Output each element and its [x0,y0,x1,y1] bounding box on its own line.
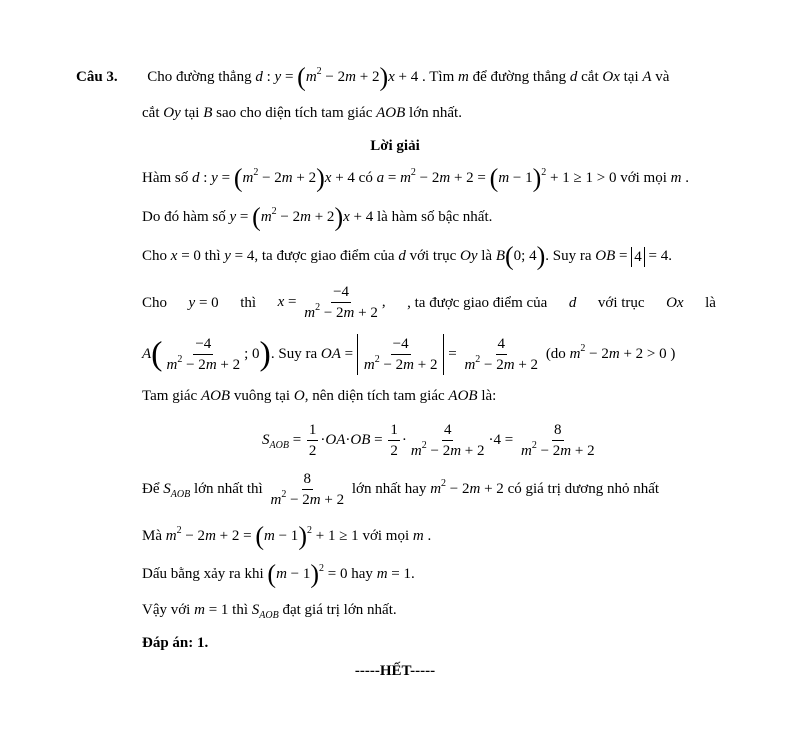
solution-text: với mọi [620,170,667,186]
solution-text: , nên diện tích tam giác [304,388,445,404]
solution-text: là: [481,388,497,404]
solution-text: . Suy ra [545,248,592,264]
solution-text: vuông tại [233,388,291,404]
question-text: tại [184,105,200,121]
question-line-1: Câu 3. Cho đường thẳng d : $y = (m^2 - 2m + 2)x + 4$ . Tìm m để đường thẳng d cắt Ox tại A và [76,62,670,92]
question-text: lớn nhất. [409,105,462,121]
solution-text: Để [142,480,160,497]
solution-text: Vậy với [142,602,191,618]
question-text: để đường thẳng [472,69,567,85]
question-text: và [655,69,670,85]
solution-text: là [705,294,716,311]
answer: Đáp án: 1. [142,635,209,651]
solution-text: Cho [142,248,168,264]
solution-line-11: Vậy với m = 1 thì $S_{AOB}$ đạt giá trị lớn nhất. [142,602,397,621]
question-text: Cho đường thẳng [147,69,252,85]
solution-line-5: A( $\frac{-4}{m^2 - 2m + 2}$ ; 0). Suy ra OA = $\frac{-4}{m^2 - 2m + 2}$ = $\frac{4}{m^2 - 2m + 2}$ (do $m^2 - 2m + 2 > 0$ ) [142,335,676,373]
solution-line-1: Hàm số d : $y = (m^2 - 2m + 2)x + 4$ có $a = m^2 - 2m + 2 = (m - 1)^2 + 1 \ge 1 > 0$ với mọi m . [142,163,689,193]
end-marker: -----HẾT----- [354,663,436,679]
solution-line-9: Mà $m^2 - 2m + 2 = (m - 1)^2 + 1 \ge 1$ với mọi m . [142,521,432,551]
solution-text: Cho [142,294,168,311]
solution-line-6: Tam giác AOB vuông tại O, nên diện tích tam giác AOB là: [142,388,497,404]
solution-line-3: Cho x = 0 thì y = 4, ta được giao điểm của d với trục Oy là B(0; 4). Suy ra OB = 4 = 4. [142,241,672,271]
question-text: sao cho diện tích tam giác [216,105,373,121]
solution-text: là hàm số bậc nhất. [377,209,493,225]
solution-text: , ta được giao điểm của [407,294,548,311]
solution-title: Lời giải [370,138,420,154]
solution-line-4: Cho y = 0 thì x = $\frac{-4}{m^2 - 2m + 2}$ , , ta được giao điểm của d với trục Ox là [142,284,716,321]
area-formula: $S_{AOB}$ = $\frac{1}{2}$ ·OA·OB = $\frac{1}{2}$ · $\frac{4}{m^2 - 2m + 2}$ ·4 = $\frac{8}{m^2 - 2m + 2}$ [262,422,595,459]
solution-text: thì [240,294,257,311]
solution-text: Suy ra [278,345,318,362]
solution-text: với mọi [362,528,410,544]
solution-text: lớn nhất hay [351,480,427,497]
solution-line-2: Do đó hàm số $y = (m^2 - 2m + 2)x + 4$ là hàm số bậc nhất. [142,202,493,232]
solution-text: là [481,248,493,264]
question-text: cắt [581,69,599,85]
solution-text: với trục [597,294,645,311]
question-line-2: cắt Oy tại B sao cho diện tích tam giác AOB lớn nhất. [142,105,462,121]
solution-text: (do [545,345,566,362]
solution-line-8: Để $S_{AOB}$ lớn nhất thì $\frac{8}{m^2 - 2m + 2}$ lớn nhất hay $m^2 - 2m + 2$ có giá trị dương nhỏ nhất [142,471,660,508]
solution-text: có giá trị dương nhỏ nhất [507,480,660,497]
solution-text: Dấu bằng xảy ra khi [142,566,264,582]
question-label: Câu 3. [76,69,118,85]
question-text: cắt [142,105,160,121]
solution-text: thì [232,602,248,618]
question-text: . Tìm [422,69,455,85]
solution-text: thì [204,248,221,264]
question-text: tại [623,69,639,85]
solution-text: đạt giá trị lớn nhất. [282,602,397,618]
solution-text: Hàm số [142,170,189,186]
solution-text: với trục [409,248,457,264]
solution-text: Do đó hàm số [142,209,226,225]
solution-text: lớn nhất thì [193,480,263,497]
solution-line-10: Dấu bằng xảy ra khi $(m - 1)^2 = 0$ hay m = 1. [142,559,415,589]
solution-text: , ta được giao điểm của [254,248,395,264]
solution-text: hay [351,566,373,582]
solution-text: Mà [142,528,162,544]
solution-text: có [358,170,373,186]
solution-text: Tam giác [142,388,198,404]
